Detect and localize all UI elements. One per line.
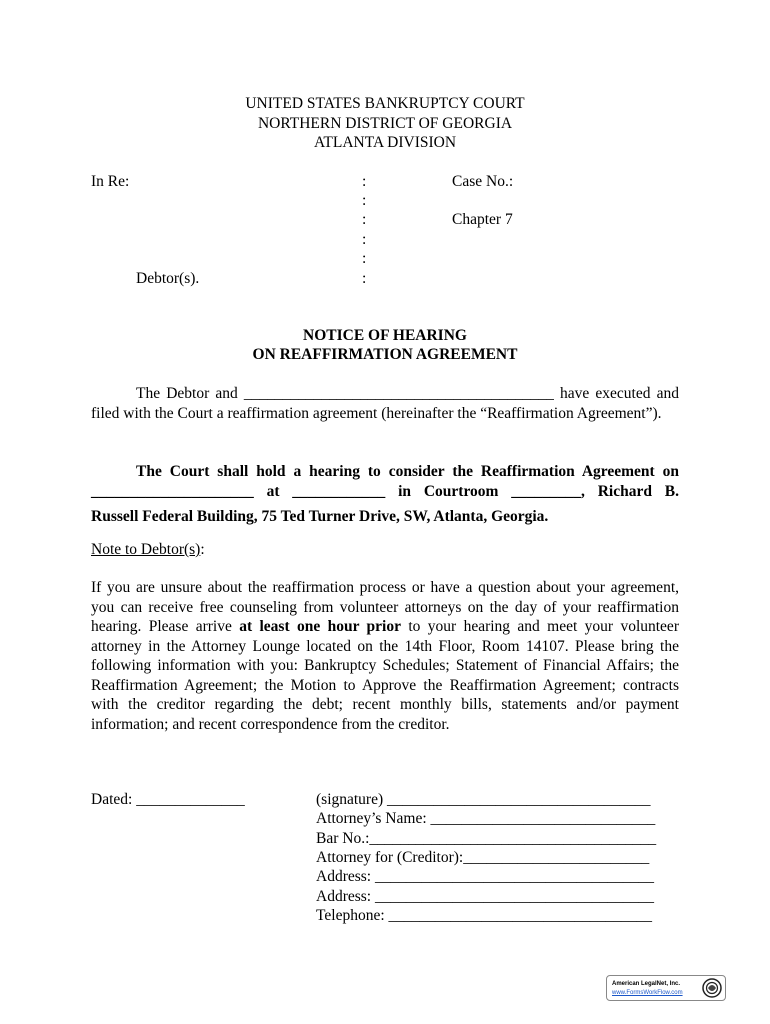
note-emphasis: at least one hour prior [239,618,401,635]
caption-colon: : [362,211,367,228]
hearing-line-1: The Court shall hold a hearing to consider the Reaffirmation Agreement on [136,463,679,480]
address-line-1: Address: ____________________________________ [316,868,654,885]
dated-line: Dated: ______________ [91,791,245,808]
caption-colon: : [362,192,367,209]
caption-colon: : [362,270,367,287]
telephone-line: Telephone: __________________________________ [316,907,653,924]
court-name: UNITED STATES BANKRUPTCY COURT [245,95,525,112]
court-division: ATLANTA DIVISION [313,134,457,151]
chapter-label: Chapter 7 [452,211,513,228]
executed-paragraph: The Debtor and ________________________________________ have executed and filed with the Court a reaffirmation agreement (hereinafter the “Reaffirmation Agreement”). [91,385,679,422]
publisher-name: American LegalNet, Inc. [612,981,681,987]
publisher-badge [606,975,726,1001]
note-heading-colon: : [200,541,205,558]
notice-subtitle: ON REAFFIRMATION AGREEMENT [252,346,518,363]
publisher-link[interactable]: www.FormsWorkFlow.com [612,990,683,996]
attorney-for-line: Attorney for (Creditor):________________________ [316,849,650,866]
in-re-label: In Re: [91,173,130,190]
note-text-1: If you are unsure about the reaffirmation process or have a question about your agreement, you can receive free counseling from volunteer attorneys on the day of your reaffirmation hearing. Please arrive [91,579,679,635]
signature-line: (signature) __________________________________ [316,791,651,808]
note-paragraph [91,578,679,734]
caption-colon: : [362,173,367,190]
debtor-label: Debtor(s). [136,270,200,287]
hearing-line-2: _____________________ at ____________ in Courtroom _________, Richard B. [91,483,679,500]
caption-colon: : [362,231,367,248]
notice-title: NOTICE OF HEARING [303,327,467,344]
note-heading-text: Note to Debtor(s) [91,541,201,558]
attorney-name-line: Attorney’s Name: _____________________________ [316,810,656,827]
note-text-2: to your hearing and meet your volunteer attorney in the Attorney Lounge located on the 14th Floor, Room 14107. Please bring the following information with you: Bankruptcy Schedules; Statement of Financial Affairs; the Reaffirmation Agreement; the Motion to Approve the Reaffirmation Agreement; contracts with the creditor regarding the debt; recent monthly bills, statements and/or payment information; and recent correspondence from the creditor. [91,618,679,733]
hearing-line-3: Russell Federal Building, 75 Ted Turner Drive, SW, Atlanta, Georgia. [91,508,549,525]
address-line-2: Address: ____________________________________ [316,888,654,905]
bar-number-line: Bar No.:_____________________________________ [316,830,657,847]
case-number-label: Case No.: [452,173,514,190]
publisher-logo-icon [702,978,722,998]
caption-colon: : [362,250,367,267]
note-heading [91,540,205,560]
court-district: NORTHERN DISTRICT OF GEORGIA [257,115,513,132]
